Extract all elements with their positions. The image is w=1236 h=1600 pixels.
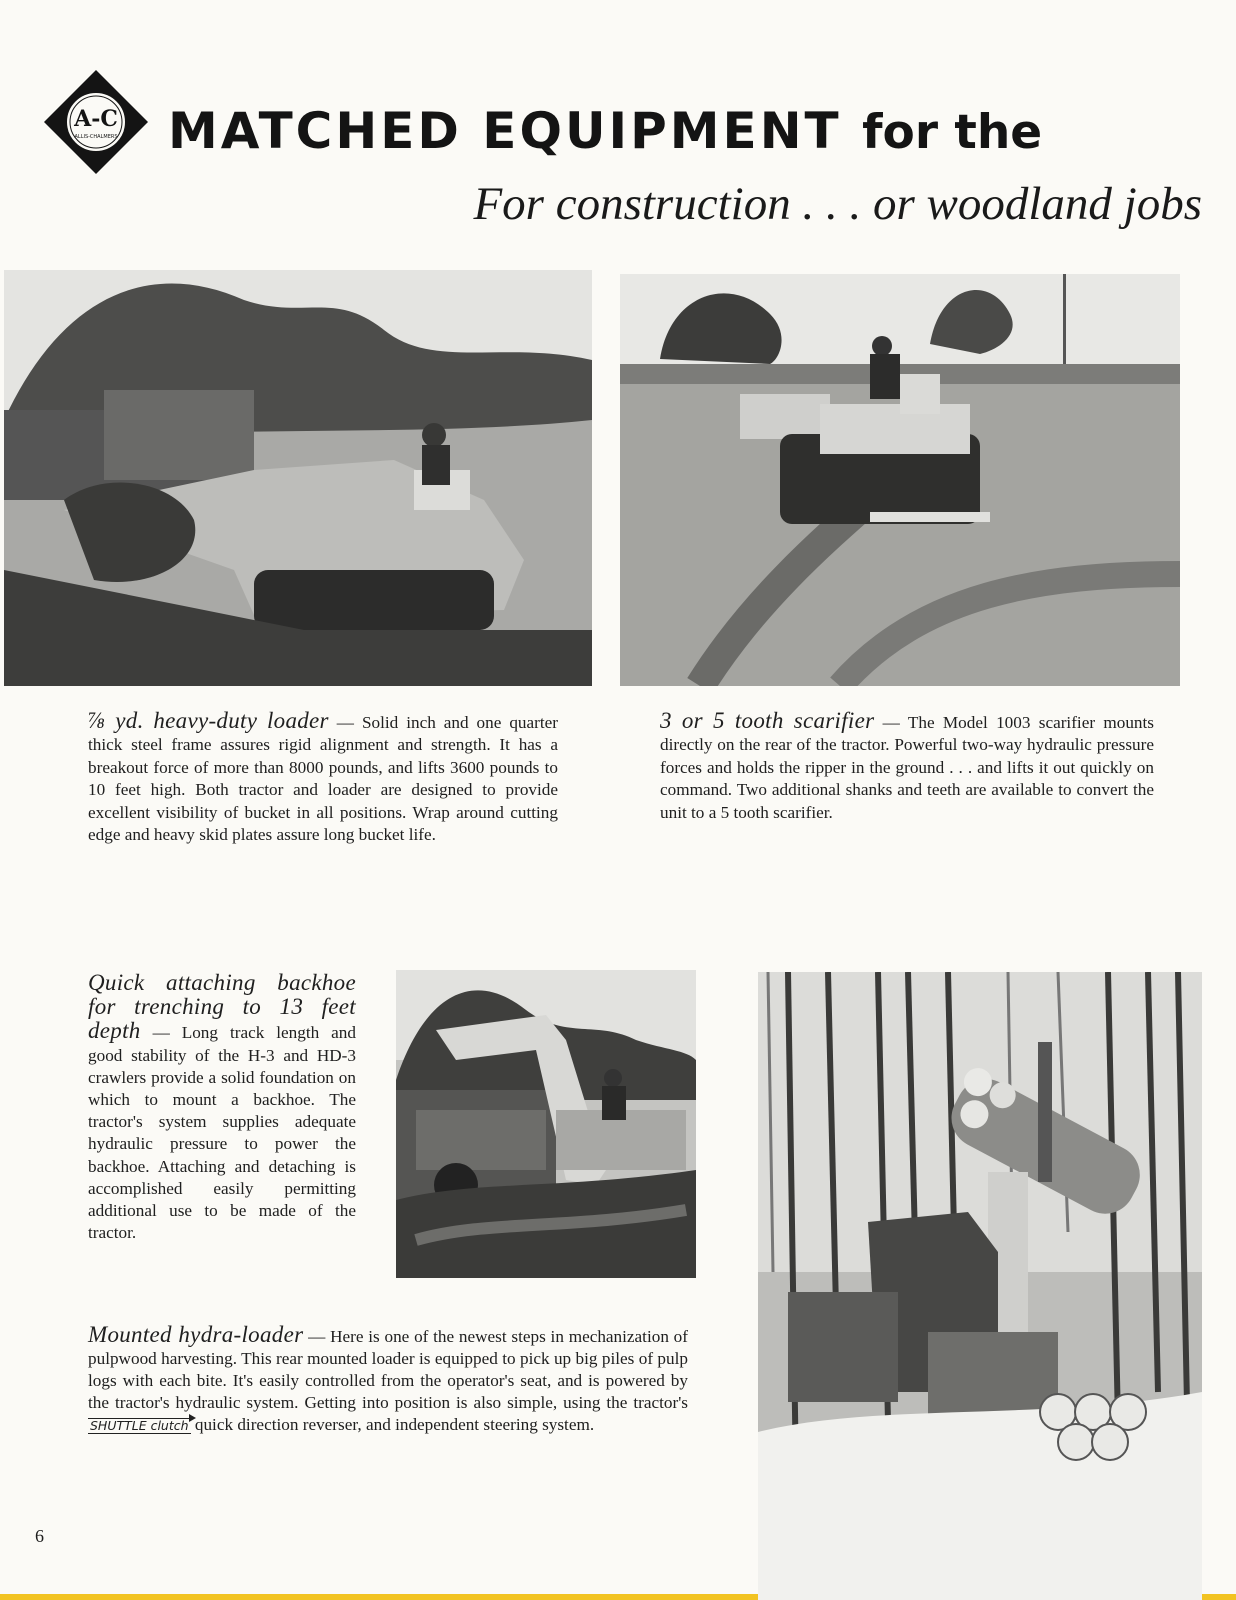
backhoe-dash: — [140, 1023, 182, 1043]
scarifier-caption [660, 710, 1154, 824]
loader-body: Solid inch and one quarter thick steel frame assures rigid alignment and strength. It has a breakout force of more than 8000 pounds, and lifts 3600 pounds to 10 feet high. Both tractor and loader are designed to provide excellent visibility of bucket in all positions. Wrap around cutting edge and heavy skid plates assure long bucket life. [88, 713, 558, 845]
scarifier-dash: — [874, 713, 908, 732]
headline-tail: for the [862, 105, 1043, 160]
hydra-loader-body-before: Here is one of the newest steps in mechanization of pulpwood harvesting. This rear mounted loader is equipped to pick up big piles of pulp logs with each bite. It's easily controlled from the operator's seat, and is powered by the tractor's hydraulic system. Getting into position is also simple, using the tractor's [88, 1327, 688, 1412]
scarifier-lead: 3 or 5 tooth scarifier [660, 708, 875, 733]
hydra-loader-photo [758, 972, 1202, 1600]
loader-lead: ⅞ yd. heavy-duty loader [88, 708, 329, 733]
backhoe-photo [396, 970, 696, 1278]
hydra-loader-dash: — [303, 1327, 331, 1346]
logo-maker: ALLIS-CHALMERS [74, 134, 118, 140]
page-headline [168, 96, 1228, 166]
backhoe-caption [88, 972, 356, 1244]
backhoe-lead: Quick attaching backhoe for trenching to 13 feet depth [88, 970, 356, 1044]
page-number: 6 [35, 1526, 44, 1546]
hydra-loader-body-after: quick direction reverser, and independent steering system. [190, 1415, 595, 1434]
logo-initials: A-C [74, 106, 118, 132]
hydra-loader-caption [88, 1324, 688, 1436]
shuttle-clutch-mark: SHUTTLE clutch [90, 1418, 189, 1433]
page-subhead: For construction . . . or woodland jobs [473, 178, 1202, 230]
loader-caption [88, 710, 558, 846]
headline-main: MATCHED EQUIPMENT [168, 102, 842, 160]
scarifier-body: The Model 1003 scarifier mounts directly on the rear of the tractor. Powerful two-way hydraulic pressure forces and holds the ripper in the ground . . . and lifts it out quickly on command. Two additional shanks and teeth are available to convert the unit to a 5 tooth scarifier. [660, 713, 1154, 822]
allis-chalmers-logo [42, 68, 150, 176]
loader-photo [4, 270, 592, 686]
hydra-loader-lead: Mounted hydra-loader [88, 1322, 304, 1347]
loader-dash: — [328, 713, 362, 732]
scarifier-photo [620, 274, 1180, 686]
backhoe-body: Long track length and good stability of the H-3 and HD-3 crawlers provide a solid foundation on which to mount a backhoe. The tractor's system supplies adequate hydraulic pressure to power the backhoe. Attaching and detaching is accomplished easily permitting additional use to be made of the tractor. [88, 1023, 356, 1243]
